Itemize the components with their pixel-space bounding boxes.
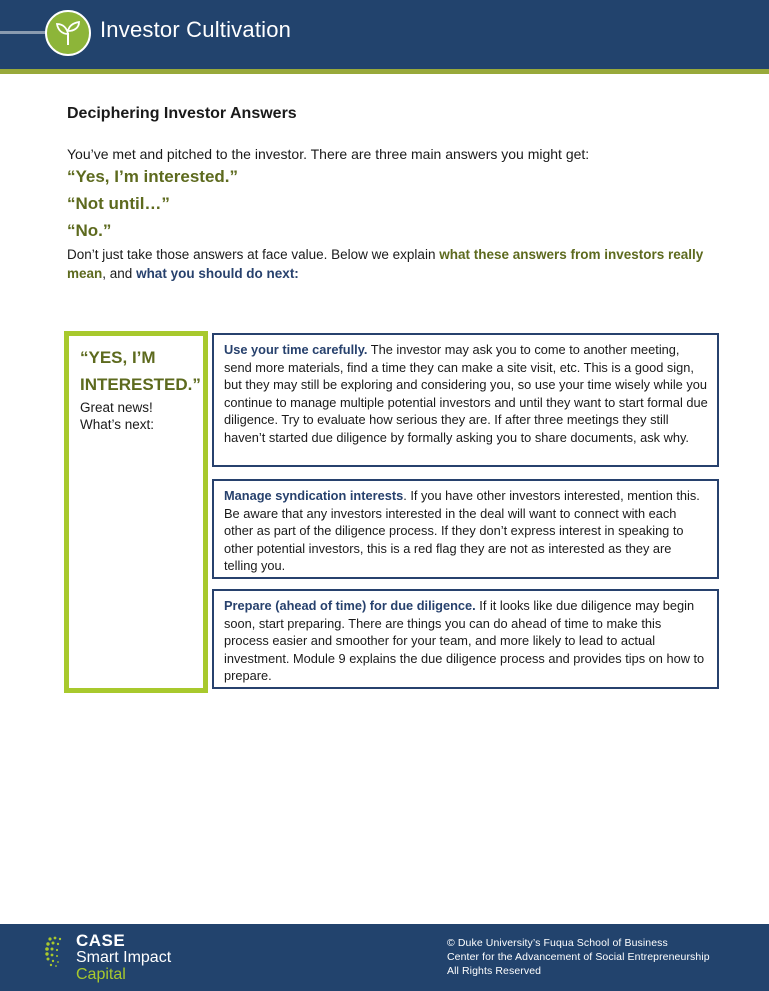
card-heading: Prepare (ahead of time) for due diligence. <box>224 598 476 613</box>
case-dots-logo-icon <box>44 935 70 969</box>
header-accent-line <box>0 31 48 34</box>
yes-box-subtitle <box>80 399 204 433</box>
yes-box-sub-line2: What’s next: <box>80 417 155 432</box>
card-body: If it looks like due diligence may begin soon, start preparing. There are things you can do ahead of time to make this process easier and smoother for your team, and more likely to lead to actual investment. Module 9 explains the due diligence process and provides tips on how to prepare. <box>224 598 705 684</box>
answer-yes: “Yes, I’m interested.” <box>67 167 239 186</box>
desc-mid: , and <box>102 266 137 281</box>
header-green-band <box>0 69 769 74</box>
yes-box-title-line2: INTERESTED.” <box>80 375 201 394</box>
section-title: Deciphering Investor Answers <box>67 105 297 122</box>
card-body: The investor may ask you to come to another meeting, send more materials, find a time they can make a site visit, etc. This is a good sign, but they may still be exploring and considering you, so use your time wisely while you continue to manage multiple potential investors and until they want to start formal due diligence. Try to evaluate how serious they are. If after three meetings they still haven’t started due diligence by formally asking you to share documents, ask why. <box>224 342 708 445</box>
brand-smart-impact: Smart Impact <box>76 949 172 966</box>
card-use-time <box>212 333 719 467</box>
yes-box-title <box>80 344 204 398</box>
brand-case: CASE <box>76 931 126 950</box>
intro-text: You’ve met and pitched to the investor. There are three main answers you might get: <box>67 146 590 162</box>
brand-capital: Capital <box>76 966 126 983</box>
card-body: . If you have other investors interested, mention this. Be aware that any investors interested in the deal will want to connect with each other as part of the diligence process. If they don’t express interest in speaking to other potential investors, this is a red flag they are not as interested as they are telling you. <box>224 488 700 574</box>
yes-box-title-line1: “YES, I’M <box>80 348 156 367</box>
header-title: Investor Cultivation <box>100 17 292 42</box>
footer-copyright: © Duke University’s Fuqua School of Business <box>447 937 668 949</box>
answer-not-until: “Not until…” <box>67 194 170 213</box>
footer-center: Center for the Advancement of Social Entrepreneurship <box>447 951 710 963</box>
card-heading: Manage syndication interests <box>224 488 404 503</box>
footer-rights: All Rights Reserved <box>447 965 542 977</box>
desc-highlight-next: what you should do next: <box>136 266 299 281</box>
yes-box-sub-line1: Great news! <box>80 400 153 415</box>
yes-interested-box <box>64 331 208 693</box>
card-due-diligence <box>212 589 719 689</box>
sprout-icon <box>45 10 91 56</box>
card-syndication <box>212 479 719 579</box>
description-paragraph <box>67 245 727 283</box>
desc-highlight-meaning: what these answers from investors really mean <box>67 247 704 281</box>
desc-pre: Don’t just take those answers at face value. Below we explain <box>67 247 440 262</box>
answer-no: “No.” <box>67 221 112 240</box>
card-heading: Use your time carefully. <box>224 342 368 357</box>
